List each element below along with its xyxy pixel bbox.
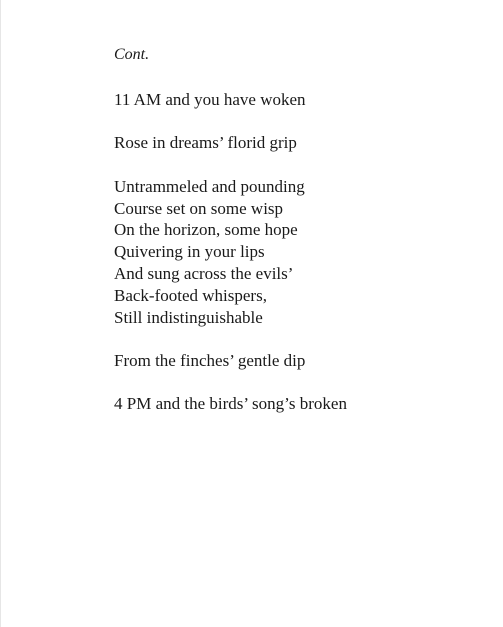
poem-line: Rose in dreams’ florid grip	[114, 133, 297, 153]
poem-line: Course set on some wisp	[114, 198, 284, 218]
poem-heading: Cont.	[114, 46, 150, 63]
poem-line: Quivering in your lips	[114, 242, 265, 262]
stanza-2	[114, 132, 494, 154]
stanza-3	[114, 176, 494, 329]
poem-line: From the finches’ gentle dip	[114, 350, 306, 370]
stanza-4	[114, 350, 494, 372]
stanza-1	[114, 89, 494, 111]
poem-line: 11 AM and you have woken	[114, 90, 306, 109]
poem-line: Back-footed whispers,	[114, 285, 267, 305]
stanza-5	[114, 393, 494, 415]
poem-line: 4 PM and the birds’ song’s broken	[114, 394, 347, 414]
poem-body	[114, 44, 494, 437]
poem-line: Still indistinguishable	[114, 307, 263, 327]
poem-line: And sung across the evils’	[114, 263, 294, 283]
poem-line: On the horizon, some hope	[114, 220, 298, 240]
poem-line: Untrammeled and pounding	[114, 176, 305, 196]
